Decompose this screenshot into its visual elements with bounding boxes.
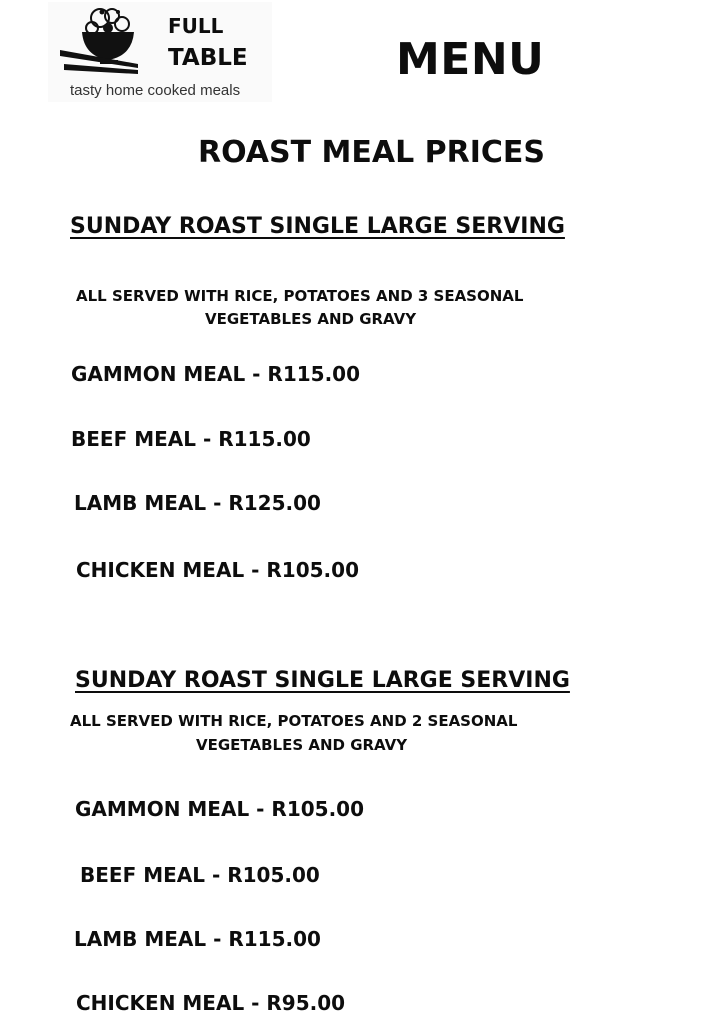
menu-title: MENU	[396, 34, 545, 85]
logo-text-table: TABLE	[168, 45, 248, 71]
bowl-with-chopsticks-icon	[58, 4, 140, 76]
logo-tagline: tasty home cooked meals	[70, 82, 241, 99]
section-note: VEGETABLES AND GRAVY	[205, 310, 417, 328]
section-note: ALL SERVED WITH RICE, POTATOES AND 2 SEASONAL	[70, 712, 518, 730]
logo-text-full: FULL	[168, 14, 224, 38]
section-note: VEGETABLES AND GRAVY	[196, 736, 408, 754]
page-heading: ROAST MEAL PRICES	[198, 135, 546, 170]
menu-item: GAMMON MEAL - R105.00	[75, 797, 364, 821]
section-title: SUNDAY ROAST SINGLE LARGE SERVING	[75, 668, 570, 693]
section-title: SUNDAY ROAST SINGLE LARGE SERVING	[70, 214, 565, 239]
section-note: ALL SERVED WITH RICE, POTATOES AND 3 SEASONAL	[76, 287, 524, 305]
menu-item: CHICKEN MEAL - R105.00	[76, 558, 359, 582]
menu-item: LAMB MEAL - R115.00	[74, 927, 321, 951]
menu-item: GAMMON MEAL - R115.00	[71, 362, 360, 386]
menu-item: CHICKEN MEAL - R95.00	[76, 991, 346, 1015]
menu-item: BEEF MEAL - R115.00	[71, 427, 311, 451]
menu-item: LAMB MEAL - R125.00	[74, 491, 321, 515]
menu-item: BEEF MEAL - R105.00	[80, 863, 320, 887]
